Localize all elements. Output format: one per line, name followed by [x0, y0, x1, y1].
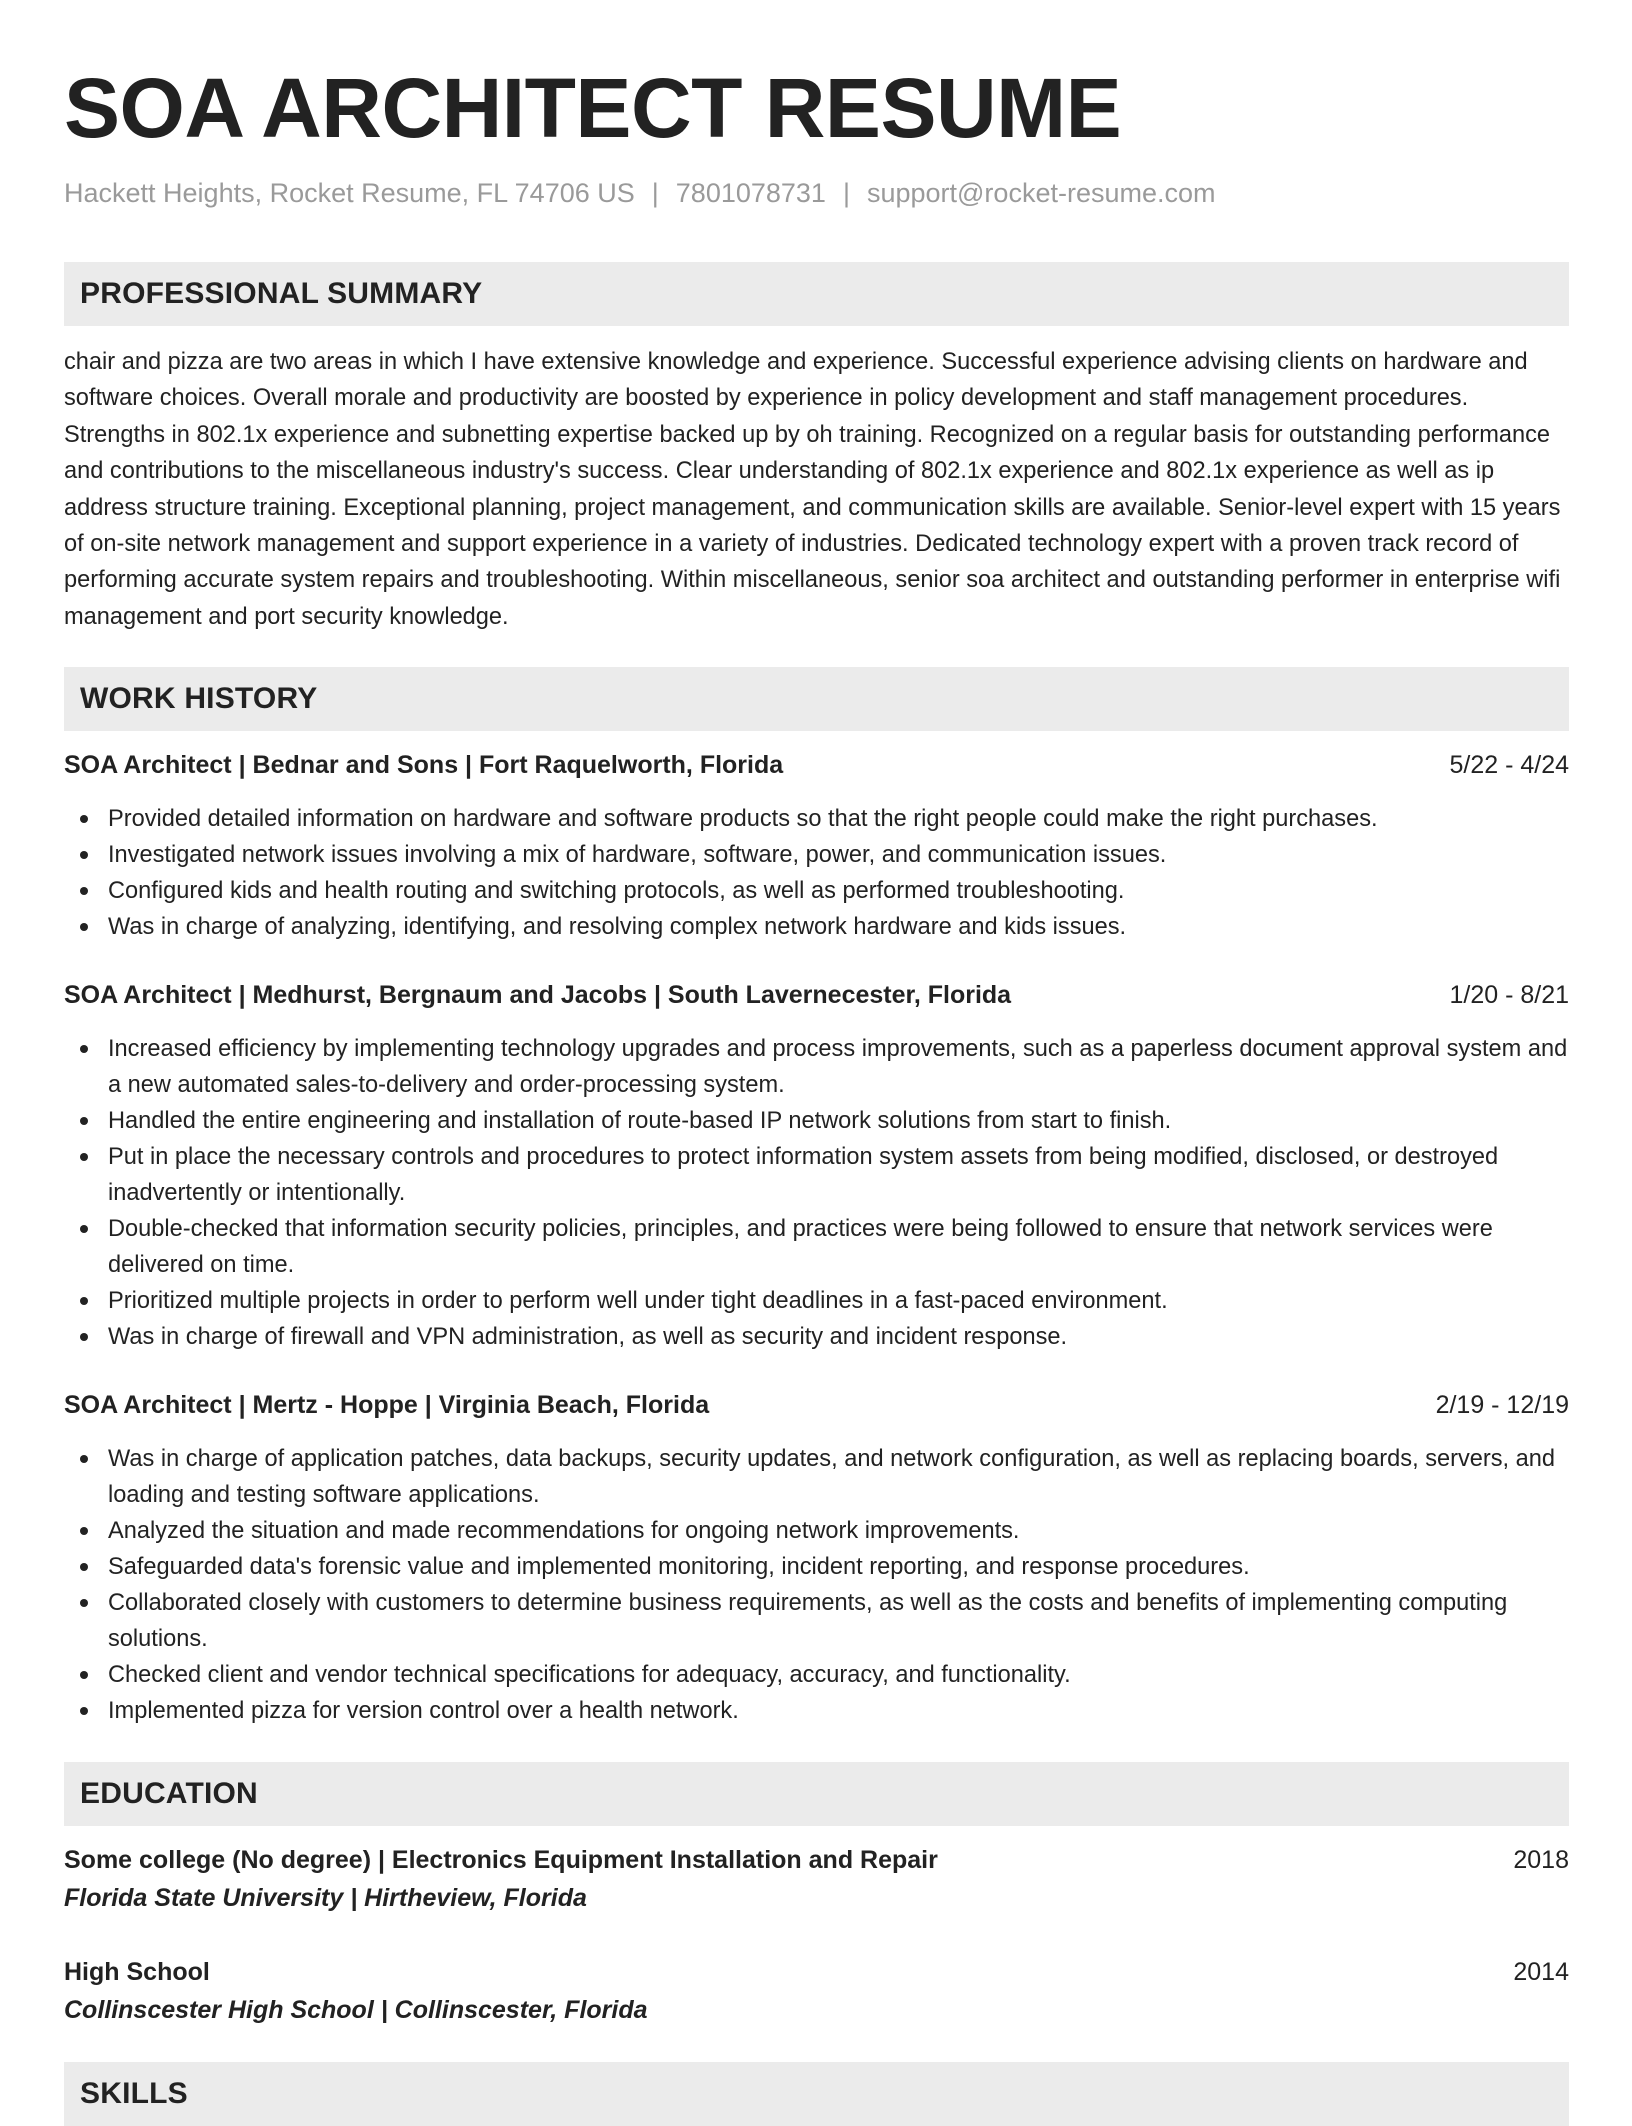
job-entry	[64, 749, 1569, 945]
job-entry	[64, 979, 1569, 1355]
job-header	[64, 979, 1569, 1011]
job-entry	[64, 1389, 1569, 1729]
job-bullet: Was in charge of application patches, data backups, security updates, and network configuration, as well as replacing boards, servers, and loading and testing software applications.	[64, 1441, 1569, 1513]
contact-email: support@rocket-resume.com	[866, 178, 1216, 208]
education-header	[64, 1956, 1569, 1988]
job-dates: 1/20 - 8/21	[1449, 981, 1569, 1010]
job-bullet: Investigated network issues involving a mix of hardware, software, power, and communication issues.	[64, 837, 1569, 873]
education-degree: High School	[64, 1958, 210, 1987]
job-bullet: Handled the entire engineering and installation of route-based IP network solutions from start to finish.	[64, 1103, 1569, 1139]
education-degree: Some college (No degree) | Electronics Equipment Installation and Repair	[64, 1846, 938, 1875]
job-bullet: Provided detailed information on hardware and software products so that the right people could make the right purchases.	[64, 801, 1569, 837]
education-year: 2018	[1513, 1846, 1569, 1875]
section-header-skills: SKILLS	[64, 2062, 1569, 2126]
contact-separator: |	[651, 178, 659, 208]
resume-title: SOA ARCHITECT RESUME	[64, 61, 1122, 155]
education-school: Florida State University | Hirtheview, Florida	[64, 1884, 587, 1913]
job-bullet: Increased efficiency by implementing technology upgrades and process improvements, such as a paperless document approval system and a new automated sales-to-delivery and order-processing system.	[64, 1031, 1569, 1103]
job-dates: 2/19 - 12/19	[1435, 1391, 1569, 1420]
job-bullet: Safeguarded data's forensic value and implemented monitoring, incident reporting, and response procedures.	[64, 1549, 1569, 1585]
education-entry	[64, 1844, 1569, 1914]
education-school: Collinscester High School | Collinscester, Florida	[64, 1996, 648, 2025]
job-bullet: Put in place the necessary controls and procedures to protect information system assets from being modified, disclosed, or destroyed inadvertently or intentionally.	[64, 1139, 1569, 1211]
job-bullets	[64, 1031, 1569, 1355]
job-bullet: Double-checked that information security policies, principles, and practices were being followed to ensure that network services were delivered on time.	[64, 1211, 1569, 1283]
job-bullet: Was in charge of firewall and VPN administration, as well as security and incident response.	[64, 1319, 1569, 1355]
job-title: SOA Architect | Medhurst, Bergnaum and Jacobs | South Lavernecester, Florida	[64, 981, 1012, 1010]
job-bullet: Analyzed the situation and made recommendations for ongoing network improvements.	[64, 1513, 1569, 1549]
summary-paragraph: chair and pizza are two areas in which I have extensive knowledge and experience. Successful experience advising clients on hardware and software choices. Overall morale and productivity are boosted by experience in policy development and staff management procedures. Strengths in 802.1x experience and subnetting expertise backed up by oh training. Recognized on a regular basis for outstanding performance and contributions to the miscellaneous industry's success. Clear understanding of 802.1x experience and 802.1x experience as well as ip address structure training. Exceptional planning, project management, and communication skills are available. Senior-level expert with 15 years of on-site network management and support experience in a variety of industries. Dedicated technology expert with a proven track record of performing accurate system repairs and troubleshooting. Within miscellaneous, senior soa architect and outstanding performer in enterprise wifi management and port security knowledge.	[64, 349, 1561, 630]
job-bullet: Prioritized multiple projects in order to perform well under tight deadlines in a fast-paced environment.	[64, 1283, 1569, 1319]
contact-separator: |	[842, 178, 850, 208]
job-header	[64, 749, 1569, 781]
contact-address: Hackett Heights, Rocket Resume, FL 74706 US	[64, 178, 635, 208]
contact-phone: 7801078731	[675, 178, 826, 208]
job-bullet: Checked client and vendor technical specifications for adequacy, accuracy, and functionality.	[64, 1657, 1569, 1693]
job-header	[64, 1389, 1569, 1421]
section-header-education: EDUCATION	[64, 1762, 1569, 1826]
job-bullet: Implemented pizza for version control over a health network.	[64, 1693, 1569, 1729]
contact-line	[64, 176, 1569, 210]
job-title: SOA Architect | Mertz - Hoppe | Virginia Beach, Florida	[64, 1391, 710, 1420]
job-bullets	[64, 801, 1569, 945]
education-year: 2014	[1513, 1958, 1569, 1987]
job-dates: 5/22 - 4/24	[1449, 751, 1569, 780]
section-header-work-history: WORK HISTORY	[64, 667, 1569, 731]
job-bullet: Was in charge of analyzing, identifying, and resolving complex network hardware and kids issues.	[64, 909, 1569, 945]
job-bullets	[64, 1441, 1569, 1729]
job-bullet: Configured kids and health routing and switching protocols, as well as performed troubleshooting.	[64, 873, 1569, 909]
education-header	[64, 1844, 1569, 1876]
education-entry	[64, 1956, 1569, 2026]
section-header-summary: PROFESSIONAL SUMMARY	[64, 262, 1569, 326]
job-bullet: Collaborated closely with customers to determine business requirements, as well as the costs and benefits of implementing computing solutions.	[64, 1585, 1569, 1657]
job-title: SOA Architect | Bednar and Sons | Fort Raquelworth, Florida	[64, 751, 784, 780]
